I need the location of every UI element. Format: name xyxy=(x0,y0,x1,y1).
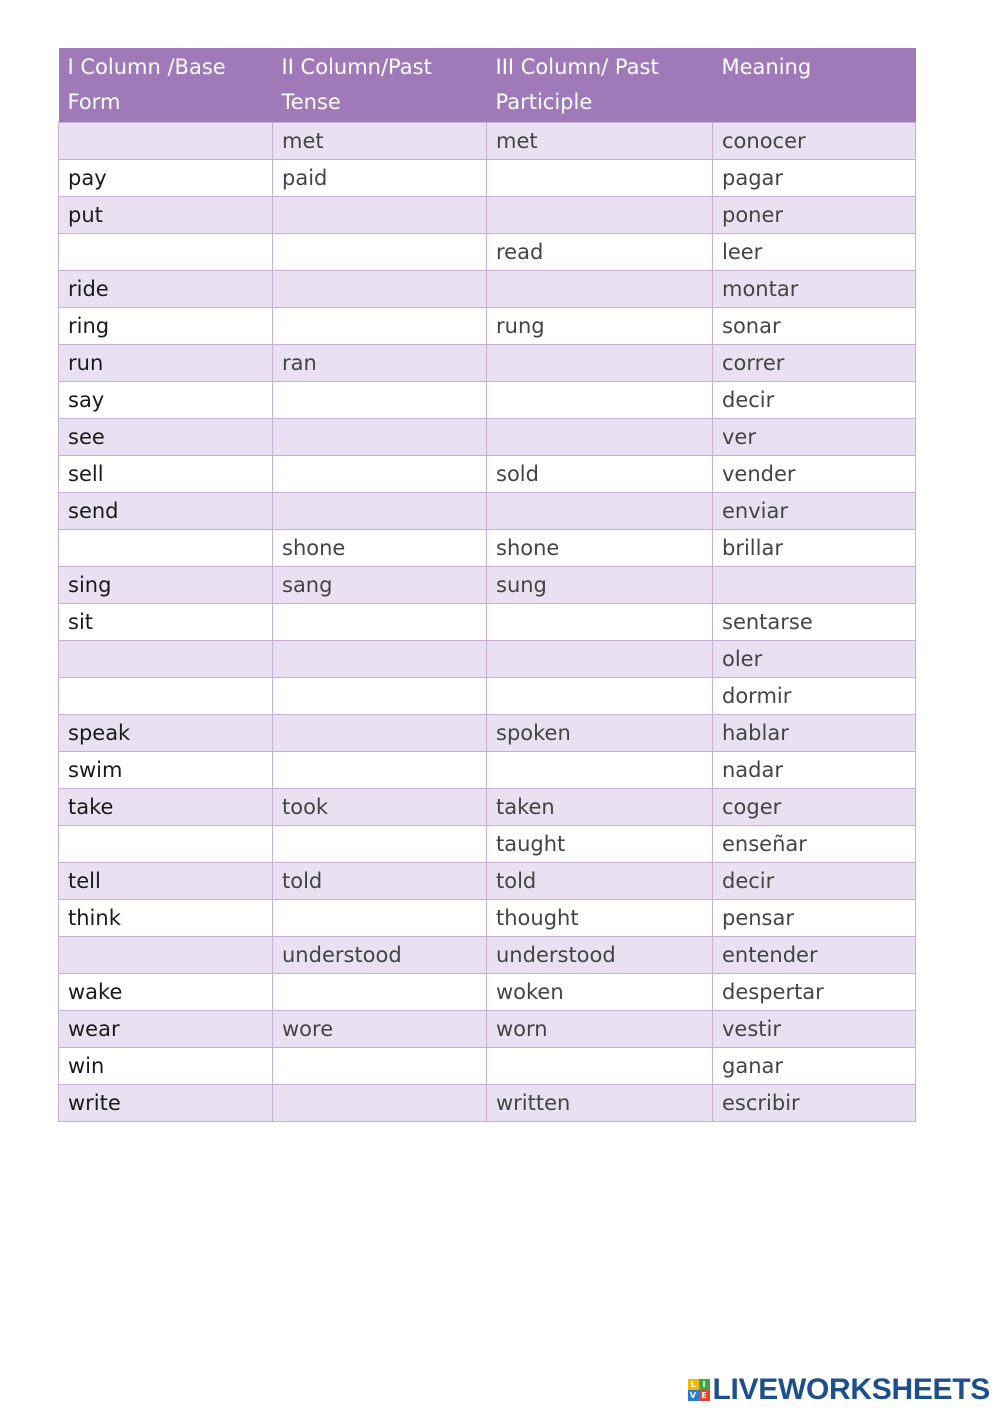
past-tense-cell xyxy=(273,641,487,678)
past-tense-cell xyxy=(273,604,487,641)
table-row xyxy=(59,604,916,641)
table-row xyxy=(59,715,916,752)
logo-text: LIVEWORKSHEETS xyxy=(712,1373,990,1406)
base-form-cell xyxy=(59,641,273,678)
meaning-cell: entender xyxy=(713,937,916,974)
base-form-cell xyxy=(59,678,273,715)
header-past-participle: III Column/ Past Participle xyxy=(487,48,713,123)
past-participle-cell xyxy=(487,197,713,234)
past-tense-cell xyxy=(273,826,487,863)
meaning-cell: enviar xyxy=(713,493,916,530)
header-row xyxy=(59,48,916,123)
logo-letter: L xyxy=(688,1379,699,1390)
past-tense-cell: understood xyxy=(273,937,487,974)
meaning-cell: brillar xyxy=(713,530,916,567)
past-tense-cell: ran xyxy=(273,345,487,382)
table-body xyxy=(59,123,916,1122)
table-row xyxy=(59,826,916,863)
past-tense-cell xyxy=(273,197,487,234)
table-row xyxy=(59,271,916,308)
table-row xyxy=(59,456,916,493)
past-participle-cell: taught xyxy=(487,826,713,863)
past-tense-cell: told xyxy=(273,863,487,900)
meaning-cell: dormir xyxy=(713,678,916,715)
table-row xyxy=(59,567,916,604)
meaning-cell: despertar xyxy=(713,974,916,1011)
base-form-cell: put xyxy=(59,197,273,234)
table-row xyxy=(59,530,916,567)
logo-letter: E xyxy=(699,1390,710,1401)
irregular-verbs-table xyxy=(58,48,916,1122)
table-row xyxy=(59,900,916,937)
past-tense-cell xyxy=(273,382,487,419)
meaning-cell: pagar xyxy=(713,160,916,197)
past-tense-cell xyxy=(273,271,487,308)
header-base-form: I Column /Base Form xyxy=(59,48,273,123)
verb-worksheet xyxy=(58,48,915,1122)
table-row xyxy=(59,789,916,826)
past-participle-cell: told xyxy=(487,863,713,900)
table-row xyxy=(59,345,916,382)
base-form-cell: write xyxy=(59,1085,273,1122)
past-participle-cell xyxy=(487,160,713,197)
past-participle-cell: read xyxy=(487,234,713,271)
meaning-cell: vestir xyxy=(713,1011,916,1048)
table-row xyxy=(59,863,916,900)
table-row xyxy=(59,937,916,974)
meaning-cell: ver xyxy=(713,419,916,456)
base-form-cell: send xyxy=(59,493,273,530)
past-participle-cell: sold xyxy=(487,456,713,493)
base-form-cell: sell xyxy=(59,456,273,493)
past-tense-cell: paid xyxy=(273,160,487,197)
meaning-cell: leer xyxy=(713,234,916,271)
base-form-cell: think xyxy=(59,900,273,937)
past-participle-cell: worn xyxy=(487,1011,713,1048)
past-participle-cell: spoken xyxy=(487,715,713,752)
base-form-cell: see xyxy=(59,419,273,456)
meaning-cell: poner xyxy=(713,197,916,234)
past-tense-cell xyxy=(273,493,487,530)
base-form-cell: ring xyxy=(59,308,273,345)
meaning-cell: montar xyxy=(713,271,916,308)
table-row xyxy=(59,678,916,715)
past-tense-cell xyxy=(273,678,487,715)
past-participle-cell xyxy=(487,271,713,308)
table-header xyxy=(59,48,916,123)
past-participle-cell: rung xyxy=(487,308,713,345)
meaning-cell: vender xyxy=(713,456,916,493)
past-tense-cell xyxy=(273,308,487,345)
past-participle-cell: shone xyxy=(487,530,713,567)
meaning-cell: correr xyxy=(713,345,916,382)
meaning-cell: hablar xyxy=(713,715,916,752)
liveworksheets-logo xyxy=(688,1375,991,1405)
past-tense-cell: wore xyxy=(273,1011,487,1048)
base-form-cell: wear xyxy=(59,1011,273,1048)
past-participle-cell: sung xyxy=(487,567,713,604)
table-row xyxy=(59,419,916,456)
past-participle-cell xyxy=(487,752,713,789)
past-participle-cell xyxy=(487,678,713,715)
meaning-cell: sonar xyxy=(713,308,916,345)
base-form-cell: swim xyxy=(59,752,273,789)
past-participle-cell: woken xyxy=(487,974,713,1011)
logo-letter: V xyxy=(688,1390,699,1401)
base-form-cell: say xyxy=(59,382,273,419)
past-tense-cell: met xyxy=(273,123,487,160)
base-form-cell xyxy=(59,530,273,567)
base-form-cell: sing xyxy=(59,567,273,604)
meaning-cell xyxy=(713,567,916,604)
liveworksheets-icon xyxy=(688,1379,710,1401)
past-tense-cell xyxy=(273,974,487,1011)
past-participle-cell xyxy=(487,419,713,456)
meaning-cell: oler xyxy=(713,641,916,678)
base-form-cell xyxy=(59,826,273,863)
past-tense-cell xyxy=(273,900,487,937)
base-form-cell: ride xyxy=(59,271,273,308)
past-participle-cell: thought xyxy=(487,900,713,937)
past-participle-cell: understood xyxy=(487,937,713,974)
past-participle-cell xyxy=(487,641,713,678)
past-participle-cell xyxy=(487,604,713,641)
table-row xyxy=(59,493,916,530)
table-row xyxy=(59,974,916,1011)
meaning-cell: coger xyxy=(713,789,916,826)
meaning-cell: decir xyxy=(713,863,916,900)
table-row xyxy=(59,641,916,678)
table-row xyxy=(59,308,916,345)
meaning-cell: enseñar xyxy=(713,826,916,863)
base-form-cell: sit xyxy=(59,604,273,641)
header-past-tense: II Column/Past Tense xyxy=(273,48,487,123)
past-participle-cell: met xyxy=(487,123,713,160)
base-form-cell: tell xyxy=(59,863,273,900)
table-row xyxy=(59,160,916,197)
past-tense-cell xyxy=(273,419,487,456)
meaning-cell: ganar xyxy=(713,1048,916,1085)
past-tense-cell xyxy=(273,752,487,789)
past-tense-cell: sang xyxy=(273,567,487,604)
past-tense-cell xyxy=(273,1085,487,1122)
meaning-cell: decir xyxy=(713,382,916,419)
base-form-cell: wake xyxy=(59,974,273,1011)
base-form-cell: win xyxy=(59,1048,273,1085)
base-form-cell xyxy=(59,123,273,160)
meaning-cell: conocer xyxy=(713,123,916,160)
meaning-cell: nadar xyxy=(713,752,916,789)
meaning-cell: sentarse xyxy=(713,604,916,641)
table-row xyxy=(59,1048,916,1085)
meaning-cell: escribir xyxy=(713,1085,916,1122)
logo-letter: I xyxy=(699,1379,710,1390)
header-meaning: Meaning xyxy=(713,48,916,123)
base-form-cell: pay xyxy=(59,160,273,197)
past-participle-cell xyxy=(487,493,713,530)
past-participle-cell xyxy=(487,1048,713,1085)
past-tense-cell xyxy=(273,234,487,271)
base-form-cell: take xyxy=(59,789,273,826)
past-tense-cell xyxy=(273,1048,487,1085)
table-row xyxy=(59,752,916,789)
past-participle-cell xyxy=(487,345,713,382)
table-row xyxy=(59,1085,916,1122)
past-tense-cell: shone xyxy=(273,530,487,567)
table-row xyxy=(59,1011,916,1048)
base-form-cell: speak xyxy=(59,715,273,752)
past-tense-cell xyxy=(273,715,487,752)
past-tense-cell: took xyxy=(273,789,487,826)
past-participle-cell: written xyxy=(487,1085,713,1122)
meaning-cell: pensar xyxy=(713,900,916,937)
past-participle-cell xyxy=(487,382,713,419)
base-form-cell xyxy=(59,234,273,271)
past-tense-cell xyxy=(273,456,487,493)
table-row xyxy=(59,382,916,419)
base-form-cell: run xyxy=(59,345,273,382)
table-row xyxy=(59,234,916,271)
base-form-cell xyxy=(59,937,273,974)
table-row xyxy=(59,197,916,234)
table-row xyxy=(59,123,916,160)
past-participle-cell: taken xyxy=(487,789,713,826)
